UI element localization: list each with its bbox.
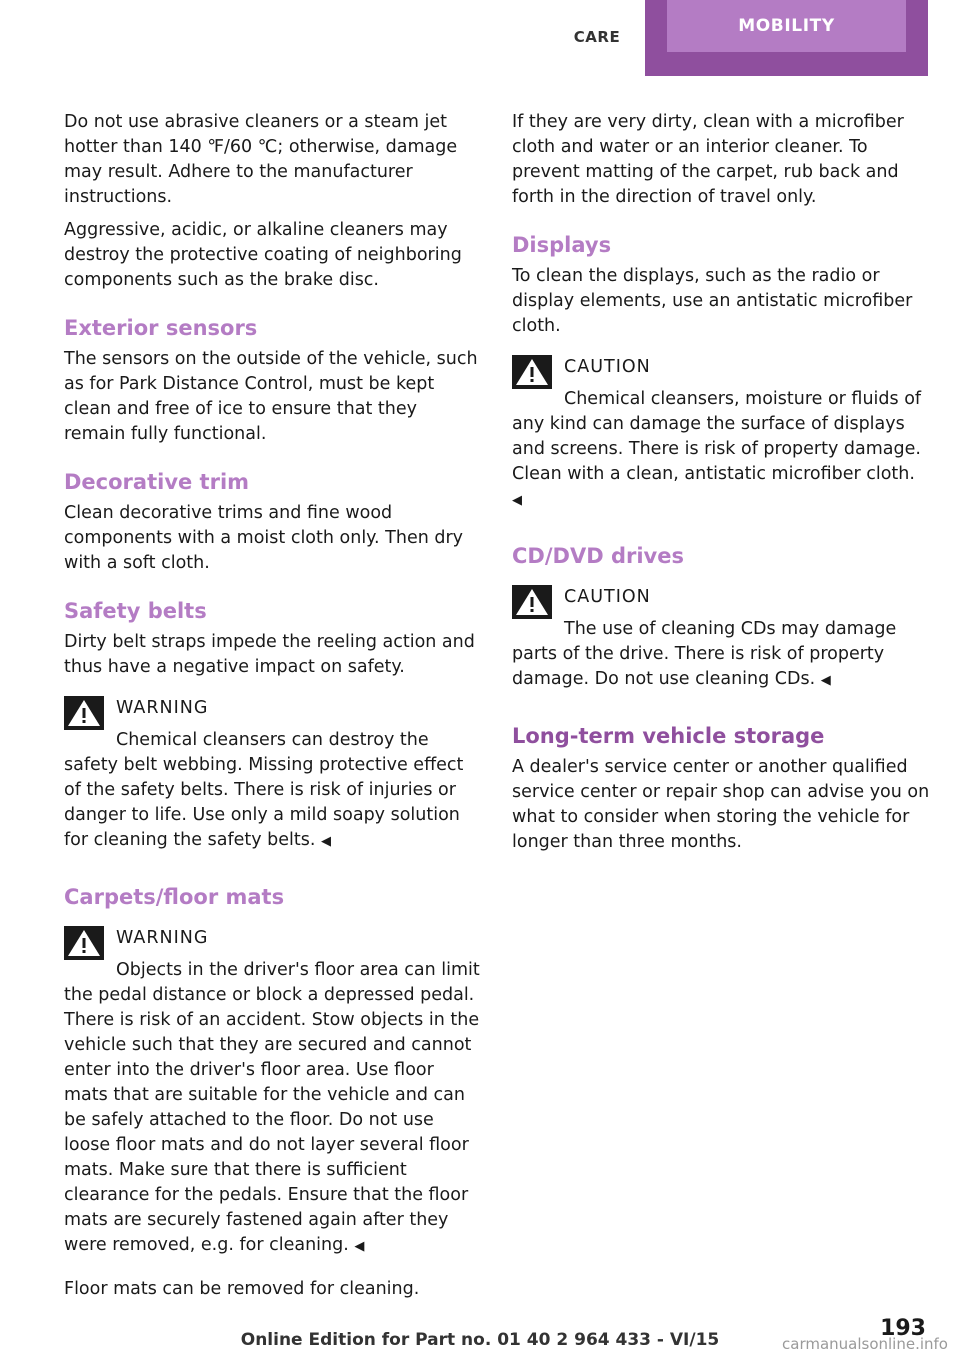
paragraph: If they are very dirty, clean with a microfiber cloth and water or an interior cleaner. To prevent matting of the carpet, rub back and forth in the direction of travel only.	[512, 112, 904, 207]
caution-title: CAUTION	[564, 587, 651, 607]
warning-box	[64, 926, 482, 1259]
heading-cd-dvd-drives: CD/DVD drives	[512, 544, 684, 568]
tab-mobility[interactable]	[645, 0, 928, 76]
footer-edition: Online Edition for Part no. 01 40 2 964 433 - VI/15	[240, 1330, 720, 1350]
warning-title: WARNING	[116, 698, 209, 718]
warning-text: Chemical cleansers can destroy the safety belt webbing. Missing protective effect of the safety belts. There is risk of injuries or danger to life. Use only a mild soapy solution for cleaning the safety belts. ◀	[64, 730, 464, 850]
heading-safety-belts: Safety belts	[64, 599, 207, 623]
heading-displays: Displays	[512, 233, 612, 257]
right-column	[512, 110, 930, 863]
caution-box	[512, 355, 930, 513]
watermark: carmanualsonline.info	[782, 1335, 948, 1353]
warning-triangle-icon	[64, 696, 104, 730]
caution-text: Chemical cleansers, moisture or fluids of any kind can damage the surface of displays and screens. There is risk of property damage. Clean with a clean, antistatic microfiber cloth. ◀	[512, 389, 922, 508]
end-mark-icon: ◀	[321, 834, 332, 849]
end-mark-icon: ◀	[354, 1239, 365, 1254]
warning-title: WARNING	[116, 928, 209, 948]
paragraph: Clean decorative trims and fine wood components with a moist cloth only. Then dry with a soft cloth.	[64, 503, 464, 573]
heading-exterior-sensors: Exterior sensors	[64, 316, 258, 340]
paragraph: A dealer's service center or another qualified service center or repair shop can advise you on what to consider when storing the vehicle for longer than three months.	[512, 757, 930, 852]
end-mark-icon: ◀	[820, 673, 831, 688]
paragraph: Dirty belt straps impede the reeling action and thus have a negative impact on safety.	[64, 632, 475, 677]
page-number: 193	[880, 1316, 926, 1341]
paragraph: Floor mats can be removed for cleaning.	[64, 1279, 420, 1299]
caution-text: The use of cleaning CDs may damage parts of the drive. There is risk of property damage. Do not use cleaning CDs. ◀	[512, 619, 897, 689]
caution-title: CAUTION	[564, 357, 651, 377]
paragraph: Do not use abrasive cleaners or a steam jet hotter than 140 ℉/60 ℃; otherwise, damage may result. Adhere to the manufacturer instructions.	[64, 112, 458, 207]
heading-carpets-floor-mats: Carpets/floor mats	[64, 885, 285, 909]
top-navigation	[0, 0, 960, 76]
warning-triangle-icon	[512, 585, 552, 619]
warning-triangle-icon	[64, 926, 104, 960]
tab-mobility-label: MOBILITY	[667, 0, 906, 52]
paragraph: The sensors on the outside of the vehicle, such as for Park Distance Control, must be kept clean and free of ice to ensure that they remain fully functional.	[64, 349, 478, 444]
left-column	[64, 110, 482, 1310]
warning-text: Objects in the driver's floor area can limit the pedal distance or block a depressed pedal. There is risk of an accident. Stow objects in the vehicle such that they are secured and cannot enter into the driver's floor area. Use floor mats that are suitable for the vehicle and can be safely attached to the floor. Do not use loose floor mats and do not layer several floor mats. Make sure that there is sufficient clearance for the pedals. Ensure that the floor mats are securely fastened again after they were removed, e.g. for cleaning. ◀	[64, 960, 480, 1255]
warning-triangle-icon	[512, 355, 552, 389]
caution-box	[512, 585, 930, 693]
paragraph: Aggressive, acidic, or alkaline cleaners may destroy the protective coating of neighboring components such as the brake disc.	[64, 220, 462, 290]
heading-long-term-storage: Long-term vehicle storage	[512, 724, 825, 748]
warning-box	[64, 696, 482, 854]
tab-care[interactable]: CARE	[573, 28, 621, 46]
paragraph: To clean the displays, such as the radio or display elements, use an antistatic microfiber cloth.	[512, 266, 913, 336]
heading-decorative-trim: Decorative trim	[64, 470, 250, 494]
end-mark-icon: ◀	[512, 493, 522, 508]
